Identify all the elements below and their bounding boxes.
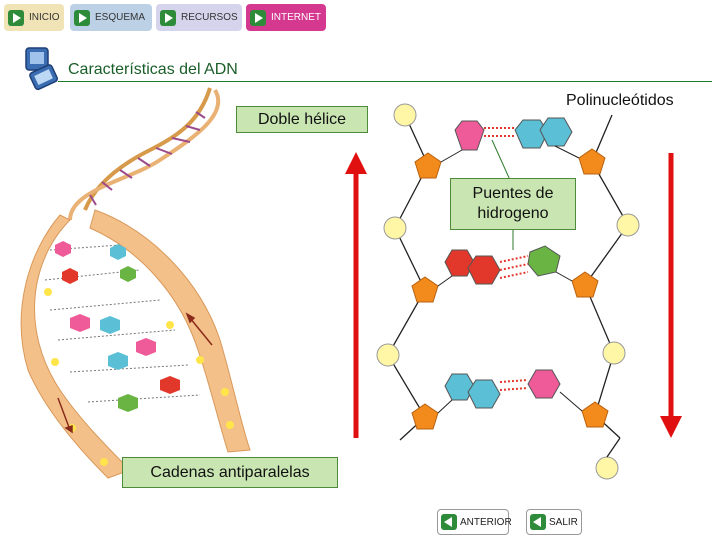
label-puentes-hidrogeno	[450, 178, 576, 230]
label-line: hidrogeno	[477, 205, 549, 222]
salir-button[interactable]	[526, 509, 582, 535]
nav-tab-label: INTERNET	[271, 12, 321, 23]
label-polinucleotidos: Polinucleótidos	[566, 92, 674, 109]
nav-tab-label: RECURSOS	[181, 12, 238, 23]
page-title: Características del ADN	[68, 61, 238, 78]
back-arrow-icon	[530, 514, 546, 530]
nav-tab-label: INICIO	[29, 12, 60, 23]
antiparallel-arrow-down	[660, 153, 682, 438]
button-label: SALIR	[549, 516, 578, 528]
label-cadenas-antiparalelas: Cadenas antiparalelas	[122, 457, 338, 488]
antiparallel-arrow-up	[345, 152, 367, 438]
anterior-button[interactable]	[437, 509, 512, 535]
label-line: Puentes de	[472, 185, 554, 202]
label-doble-helice: Doble hélice	[236, 106, 368, 133]
nav-tab-label: ESQUEMA	[95, 12, 146, 23]
back-arrow-icon	[441, 514, 457, 530]
button-label: ANTERIOR	[460, 516, 512, 528]
